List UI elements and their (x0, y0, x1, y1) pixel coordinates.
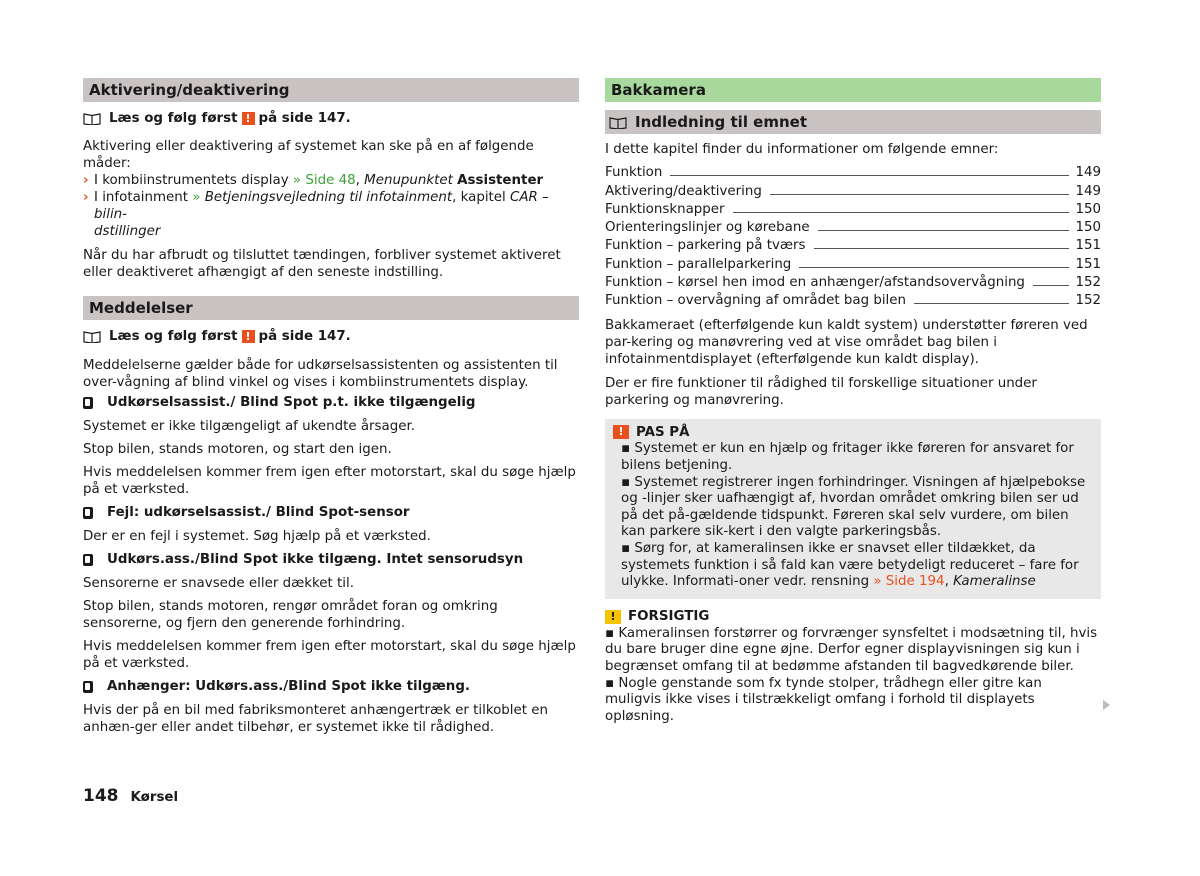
toc-label: Funktionsknapper (605, 201, 725, 217)
page-number: 148 (83, 786, 119, 806)
activation-intro: Aktivering eller deaktivering af systemet kan ske på en af følgende måder: (83, 139, 534, 171)
toc-row[interactable] (605, 218, 1101, 236)
toc-leader (1033, 285, 1069, 286)
toc-label: Funktion – kørsel hen imod en anhænger/afstandsovervågning (605, 275, 1025, 291)
toc-label: Funktion – overvågning af området bag bilen (605, 293, 906, 309)
book-icon (609, 116, 627, 129)
toc-leader (818, 230, 1069, 231)
reference-note: Læs og følg først ! på side 147. (83, 328, 579, 345)
section-title-rear-camera: Bakkamera (605, 78, 1101, 102)
message-heading: Udkørs.ass./Blind Spot ikke tilgæng. Intet sensorudsyn (83, 551, 579, 568)
bullet: ▪ Systemet er kun en hjælp og fritager ikke føreren for ansvaret for bilens betjening. (621, 441, 1074, 473)
toc-page: 149 (1075, 183, 1101, 199)
message-heading: Fejl: udkørselsassist./ Blind Spot-sensor (83, 504, 579, 521)
toc-label: Funktion (605, 165, 663, 181)
page-link[interactable]: » Side 48 (292, 173, 356, 188)
bullet: ▪ Systemet registrerer ingen forhindringer. Visningen af hjælpebokse og -linjer sker uafhængigt af, hvordan området omkring bilen ser ud på det på-gældende tidspunkt. Føreren skal selv vurdere, om bilen kan parkere sik-kert i den valgte parkeringsbås. (621, 474, 1086, 540)
toc-row[interactable] (605, 254, 1101, 272)
toc-leader (733, 212, 1069, 213)
toc-page: 152 (1075, 293, 1101, 309)
caution-icon: ! (605, 610, 621, 624)
toc-intro: I dette kapitel finder du informationer om følgende emner: (605, 142, 999, 157)
message-heading: Udkørselsassist./ Blind Spot p.t. ikke tilgængelig (83, 394, 579, 411)
list-item: › I kombiinstrumentets display » Side 48, Menupunktet Assistenter (83, 173, 544, 188)
display-message-icon (83, 397, 93, 409)
table-of-contents (605, 163, 1101, 309)
toc-row[interactable] (605, 236, 1101, 254)
display-message-icon (83, 681, 93, 693)
toc-label: Funktion – parallelparkering (605, 256, 792, 272)
toc-page: 152 (1075, 275, 1101, 291)
caution-heading: ! FORSIGTIG (605, 608, 1101, 626)
right-column (605, 78, 1101, 725)
paragraph: Systemet er ikke tilgængeligt af ukendte årsager. (83, 419, 416, 434)
continue-arrow-icon (1103, 700, 1110, 710)
paragraph: Sensorerne er snavsede eller dækket til. (83, 576, 354, 591)
danger-notice (605, 419, 1101, 598)
arrow-icon: › (83, 190, 89, 205)
warning-icon: ! (242, 330, 255, 343)
chapter-name: Kørsel (130, 790, 179, 805)
warning-icon: ! (613, 425, 629, 439)
toc-leader (670, 175, 1069, 176)
page-link[interactable]: » Side 194 (873, 574, 945, 590)
paragraph: Der er en fejl i systemet. Søg hjælp på et værksted. (83, 529, 431, 544)
bullet: ▪ Nogle genstande som fx tynde stolper, trådhegn eller gitre kan muligvis ikke vises i tilstrækkeligt omfang i forhold til displayets opløsning. (605, 675, 1042, 724)
section-title-activation: Aktivering/deaktivering (83, 78, 579, 102)
toc-page: 151 (1075, 238, 1101, 254)
toc-page: 151 (1075, 256, 1101, 272)
page-footer (83, 786, 178, 806)
page-link[interactable]: » (192, 190, 201, 205)
caution-notice (605, 608, 1101, 726)
toc-row[interactable] (605, 181, 1101, 199)
toc-row[interactable] (605, 200, 1101, 218)
paragraph: Hvis meddelelsen kommer frem igen efter motorstart, skal du søge hjælp på et værksted. (83, 639, 576, 671)
activation-outro: Når du har afbrudt og tilsluttet tændingen, forbliver systemet aktiveret eller deaktiveret afhængigt af den seneste indstilling. (83, 248, 561, 280)
toc-page: 149 (1075, 165, 1101, 181)
toc-row[interactable] (605, 291, 1101, 309)
toc-leader (799, 267, 1069, 268)
messages-intro: Meddelelserne gælder både for udkørselsassistenten og assistenten til over-vågning af blind vinkel og vises i kombiinstrumentets display. (83, 358, 558, 390)
toc-label: Funktion – parkering på tværs (605, 238, 806, 254)
arrow-icon: › (83, 173, 89, 188)
book-icon (83, 112, 101, 125)
bullet: ▪ Kameralinsen forstørrer og forvrænger synsfeltet i modsætning til, hvis du bare bruger dine egne øjne. Derfor egner displayvisningen sig kun i begrænset omfang til at bedømme afstanden til bagvedkørende biler. (605, 625, 1098, 674)
toc-label: Orienteringslinjer og kørebane (605, 220, 810, 236)
paragraph: Stop bilen, stands motoren, rengør området foran og omkring sensorerne, og fjern den generende forhindring. (83, 599, 498, 631)
toc-leader (914, 303, 1069, 304)
toc-row[interactable] (605, 273, 1101, 291)
left-column (83, 78, 579, 736)
paragraph: Stop bilen, stands motoren, og start den igen. (83, 442, 392, 457)
bullet: ▪ Sørg for, at kameralinsen ikke er snavset eller tildækket, da systemets funktion i så fald kan være betydeligt reduceret – fare for ulykke. Informati-oner vedr. rensning » Side 194, Kameralinse (621, 540, 1079, 590)
message-heading: Anhænger: Udkørs.ass./Blind Spot ikke tilgæng. (83, 678, 579, 695)
display-message-icon (83, 554, 93, 566)
danger-heading: ! PAS PÅ (613, 423, 1091, 441)
toc-page: 150 (1075, 201, 1101, 217)
toc-leader (770, 194, 1069, 195)
warning-icon: ! (242, 112, 255, 125)
sub-section-title: Indledning til emnet (605, 110, 1101, 134)
paragraph: Bakkameraet (efterfølgende kun kaldt system) understøtter føreren ved par-kering og manøvrering ved at vise området bag bilen i infotainmentdisplayet (efterfølgende kun kaldt display). (605, 318, 1088, 368)
book-icon (83, 330, 101, 343)
toc-row[interactable] (605, 163, 1101, 181)
paragraph: Hvis meddelelsen kommer frem igen efter motorstart, skal du søge hjælp på et værksted. (83, 465, 576, 497)
reference-note: Læs og følg først ! på side 147. (83, 110, 579, 127)
display-message-icon (83, 507, 93, 519)
list-item: › I infotainment » Betjeningsvejledning til infotainment, kapitel CAR – bilin- dstillinger (83, 190, 549, 239)
toc-leader (814, 248, 1069, 249)
section-title-messages: Meddelelser (83, 296, 579, 320)
toc-label: Aktivering/deaktivering (605, 183, 762, 199)
paragraph: Hvis der på en bil med fabriksmonteret anhængertræk er tilkoblet en anhæn-ger eller andet tilbehør, er systemet ikke til rådighed. (83, 703, 548, 735)
paragraph: Der er fire funktioner til rådighed til forskellige situationer under parkering og manøvrering. (605, 376, 1037, 409)
toc-page: 150 (1075, 220, 1101, 236)
